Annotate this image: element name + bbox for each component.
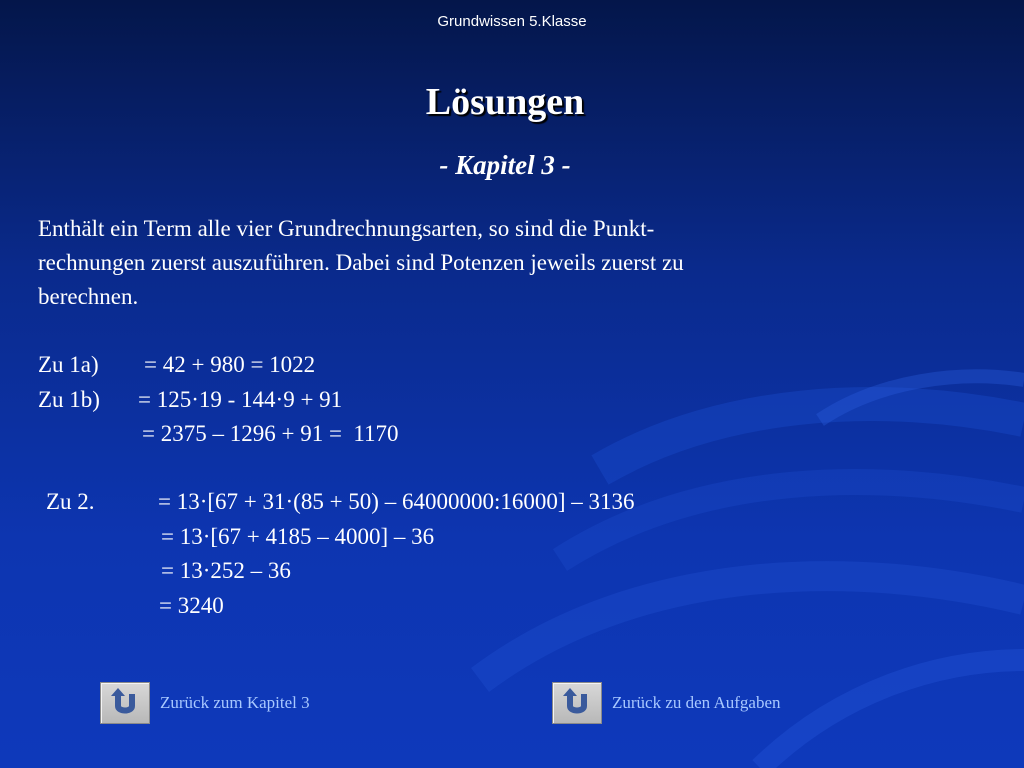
solution-1b-step: = 125·19 - 144·9 + 91	[138, 387, 343, 412]
solution-2-label: Zu 2.	[46, 489, 95, 514]
intro-line: berechnen.	[38, 284, 139, 309]
course-header: Grundwissen 5.Klasse	[437, 13, 587, 30]
slide-title: Lösungen	[425, 81, 585, 123]
solution-2-step: = 13·[67 + 31·(85 + 50) – 64000000:16000] – 3136	[158, 489, 635, 514]
u-turn-arrow-icon[interactable]	[100, 682, 150, 724]
back-to-chapter-label[interactable]: Zurück zum Kapitel 3	[160, 693, 310, 712]
slide-subtitle: - Kapitel 3 -	[439, 150, 571, 180]
intro-line: Enthält ein Term alle vier Grundrechnungsarten, so sind die Punkt-	[38, 216, 655, 241]
solution-2-step: = 3240	[159, 593, 224, 618]
intro-line: rechnungen zuerst auszuführen. Dabei sind Potenzen jeweils zuerst zu	[38, 250, 684, 275]
back-to-exercises-button[interactable]	[552, 682, 781, 724]
u-turn-arrow-icon[interactable]	[552, 682, 602, 724]
back-to-exercises-label[interactable]: Zurück zu den Aufgaben	[612, 693, 781, 712]
intro-paragraph	[38, 212, 918, 314]
back-to-chapter-button[interactable]	[100, 682, 310, 724]
solution-1b-label: Zu 1b)	[38, 387, 100, 412]
solution-2-step: = 13·[67 + 4185 – 4000] – 36	[161, 524, 435, 549]
solution-1a-label: Zu 1a)	[38, 352, 99, 377]
solution-2-step: = 13·252 – 36	[161, 558, 291, 583]
solution-1a-step: = 42 + 980 = 1022	[144, 352, 316, 377]
solution-1b-step: = 2375 – 1296 + 91 = 1170	[142, 421, 399, 446]
